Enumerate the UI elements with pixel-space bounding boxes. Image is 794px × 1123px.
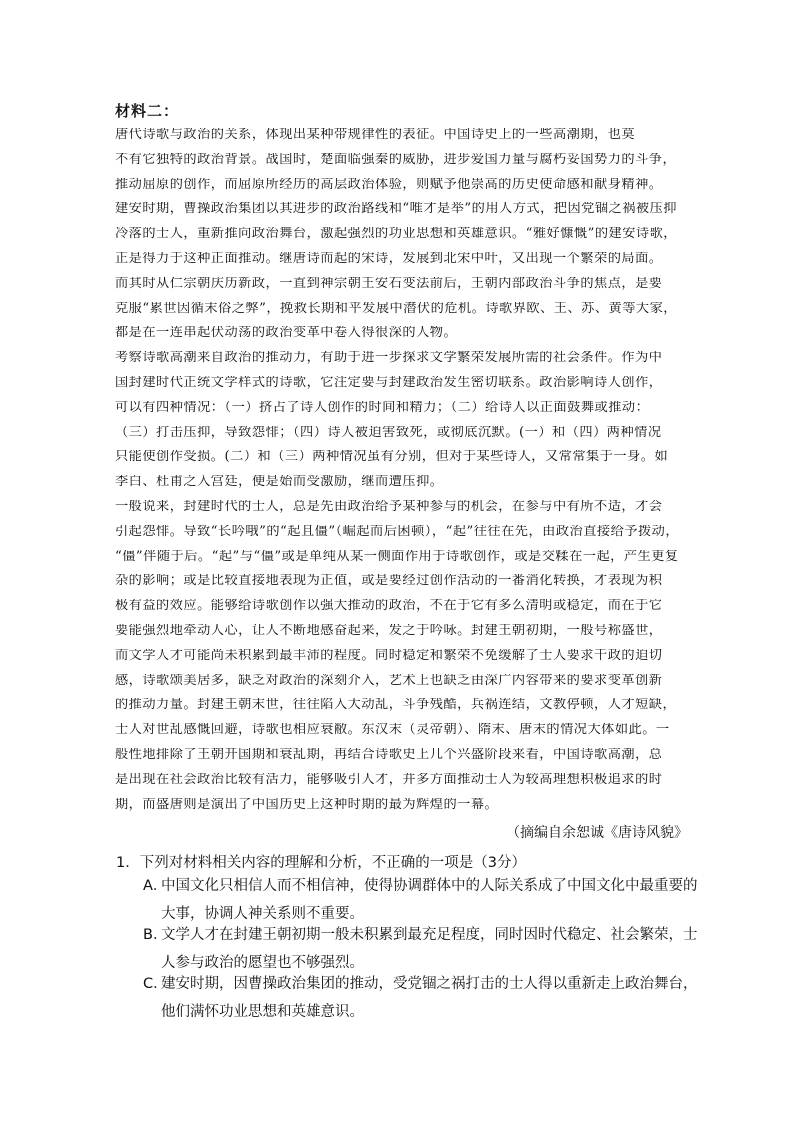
option-text-continued: 大事，协调人神关系则不重要。	[161, 906, 364, 922]
passage-line: 不有它独特的政治背景。战国时，楚面临强秦的威胁，进步爱国力量与腐朽妥国势力的斗争，	[115, 152, 677, 166]
passage-line: 唐代诗歌与政治的关系，体现出某种带规律性的表征。中国诗史上的一些高潮期，也莫	[115, 128, 636, 142]
passage-line: 而文学人才可能尚未积累到最丰沛的程度。同时稳定和繁荣不免缓解了士人要求干政的迫切	[115, 648, 663, 662]
passage-line: 期，而盛唐则是演出了中国历史上这种时期的最为辉煌的一幕。	[115, 797, 499, 811]
option-text-continued: 人参与政治的愿望也不够强烈。	[161, 955, 364, 971]
passage-line: 考察诗歌高潮来自政治的推动力，有助于进一步探求文学繁荣发展所需的社会条件。作为中	[115, 351, 663, 365]
passage-line: 士人对世乱感慨回避，诗歌也相应衰敝。东汉末（灵帝朝）、隋末、唐末的情况大体如此。一	[115, 723, 670, 737]
option-a[interactable]	[143, 872, 703, 928]
passage-line: 只能使创作受损。(二）和（三）两种情况虽有分别，但对于某些诗人，又常常集于一身。如	[115, 450, 669, 464]
passage-line: 一般说来，封建时代的士人，总是先由政治给予某种参与的机会，在参与中有所不适，才会	[115, 500, 663, 514]
option-letter: C．	[143, 976, 168, 992]
option-text: 中国文化只相信人而不相信神，使得协调群体中的人际关系成了中国文化中最重要的	[161, 878, 698, 894]
passage-line: 都是在一连串起伏动荡的政治变革中卷入得很深的人物。	[115, 326, 458, 340]
passage-line: 国封建时代正统文学样式的诗歌，它注定要与封建政治发生密切联系。政治影响诗人创作，	[115, 376, 663, 390]
question-stem: 1．下列对材料相关内容的理解和分析，不正确的一项是（3分）	[116, 855, 526, 871]
passage-line: 是出现在社会政治比较有活力，能够吸引人才，并多方面推动士人为较高理想积极追求的时	[115, 772, 663, 786]
passage-line: 的推动力量。封建王朝末世，往往陷入大动乱，斗争残酷，兵祸连结，文教停顿，人才短缺，	[115, 698, 677, 712]
option-c[interactable]	[143, 970, 703, 1026]
option-text: 文学人才在封建王朝初期一般未积累到最充足程度，同时因时代稳定、社会繁荣，士	[161, 927, 698, 943]
passage-line: 感，诗歌颂美居多，缺乏对政治的深刻介入，艺术上也缺乏由深广内容带来的要求变革创新	[115, 673, 663, 687]
passage-line: 要能强烈地牵动人心，让人不断地感奋起来，发之于吟咏。封建王朝初期，一般号称盛世，	[115, 624, 663, 638]
option-letter: B．	[143, 927, 168, 943]
passage-line: 克服“累世因循末俗之弊”，挽救长期和平发展中潜伏的危机。诗歌界欧、王、苏、黄等大家，	[115, 301, 677, 315]
passage-line: 建安时期，曹操政治集团以其进步的政治路线和“唯才是举”的用人方式，把因党锢之祸被压抑	[115, 202, 677, 216]
passage-line: 推动屈原的创作，而屈原所经历的高层政治体验，则赋予他崇高的历史使命感和献身精神。	[115, 177, 663, 191]
option-b[interactable]	[143, 921, 703, 977]
passage-line: “僵”伴随于后。“起”与“僵”或是单纯从某一侧面作用于诗歌创作，或是交糅在一起，产生更复	[115, 549, 679, 563]
passage-line: 正是得力于这种正面推动。继唐诗而起的宋诗，发展到北宋中叶，又出现一个繁荣的局面。	[115, 252, 663, 266]
source-citation: （摘编自余恕诚《唐诗风貌》	[506, 825, 688, 841]
option-text: 建安时期，因曹操政治集团的推动，受党锢之祸打击的士人得以重新走上政治舞台，	[161, 976, 698, 992]
passage-line: （三）打击压抑，导致怨悱；（四）诗人被迫害致死，或彻底沉默。(一）和（四）两种情况	[115, 425, 662, 439]
passage-line: 李白、杜甫之入宫廷，便是始而受激励，继而遭压抑。	[115, 475, 444, 489]
option-letter: A．	[143, 878, 168, 894]
passage-line: 可以有四种情况：（一）挤占了诗人创作的时间和精力；（二）给诗人以正面鼓舞或推动：	[115, 400, 650, 414]
passage-line: 般性地排除了王朝开国期和衰乱期，再结合诗歌史上几个兴盛阶段来看，中国诗歌高潮，总	[115, 748, 663, 762]
passage-line: 冷落的士人，重新推向政治舞台，激起强烈的功业思想和英雄意识。“雅好慷慨”的建安诗歌，	[115, 227, 677, 241]
passage-line: 杂的影响；或是比较直接地表现为正值，或是要经过创作活动的一番消化转换，才表现为积	[115, 574, 663, 588]
passage-line: 极有益的效应。能够给诗歌创作以强大推动的政治，不在于它有多么清明或稳定，而在于它	[115, 599, 663, 613]
passage-line: 引起怨悱。导致“长吟哦”的“起且僵”（崛起而后困顿），“起”往往在先，由政治直接给予拨动，	[115, 524, 680, 538]
material-title: 材料二：	[115, 102, 180, 120]
passage-line: 而其时从仁宗朝庆历新政，一直到神宗朝王安石变法前后，王朝内部政治斗争的焦点，是要	[115, 276, 663, 290]
option-text-continued: 他们满怀功业思想和英雄意识。	[161, 1004, 364, 1020]
